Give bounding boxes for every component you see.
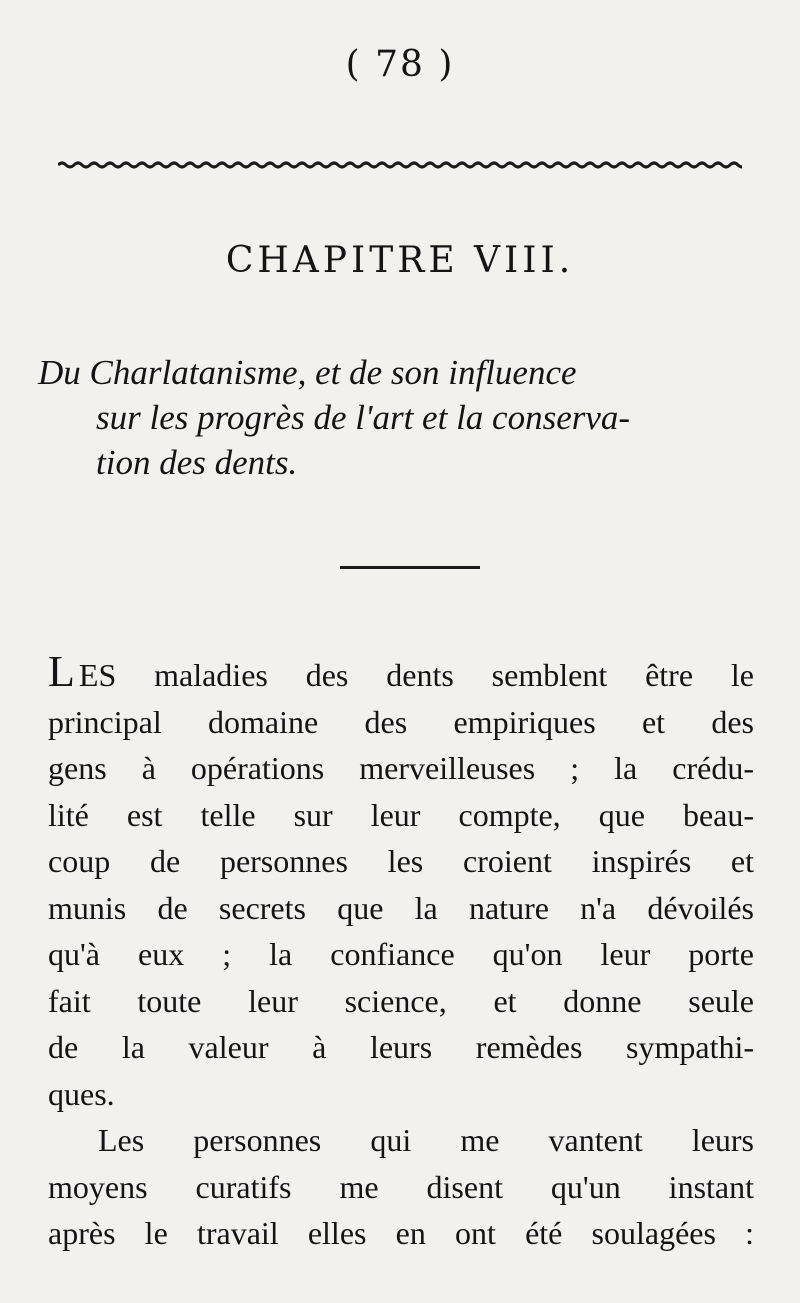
subtitle-line: Du Charlatanisme, et de son influence bbox=[38, 353, 577, 392]
text-line: munis de secrets que la nature n'a dévoilés bbox=[48, 889, 754, 926]
chapter-heading: CHAPITRE VIII. bbox=[225, 240, 575, 281]
text-line: après le travail elles en ont été soulagées : bbox=[48, 1215, 754, 1251]
drop-cap: L bbox=[48, 647, 75, 696]
text-line-rest: ES maladies des dents semblent être le bbox=[78, 657, 754, 693]
text-line: lité est telle sur leur compte, que beau- bbox=[48, 796, 754, 833]
subtitle-line: sur les progrès de l'art et la conserva- bbox=[96, 398, 631, 437]
text-line: qu'à eux ; la confiance qu'on leur porte bbox=[48, 936, 754, 972]
text-line: de la valeur à leurs remèdes sympathi- bbox=[48, 1029, 754, 1065]
section-divider bbox=[340, 566, 480, 569]
subtitle-line: tion des dents. bbox=[96, 443, 298, 482]
text-line bbox=[48, 647, 754, 699]
text-line: moyens curatifs me disent qu'un instant bbox=[48, 1168, 754, 1205]
text-line: Les personnes qui me vantent leurs bbox=[98, 1122, 754, 1158]
page-number: ( 78 ) bbox=[345, 44, 455, 85]
text-line: gens à opérations merveilleuses ; la crédu- bbox=[48, 750, 754, 786]
text-line: coup de personnes les croient inspirés et bbox=[48, 843, 754, 879]
text-line: principal domaine des empiriques et des bbox=[48, 703, 754, 740]
chapter-subtitle bbox=[38, 350, 758, 485]
text-line: ques. bbox=[48, 1075, 115, 1112]
text-line: fait toute leur science, et donne seule bbox=[48, 982, 754, 1019]
body-text bbox=[48, 647, 754, 1257]
ornamental-rule bbox=[58, 160, 742, 170]
